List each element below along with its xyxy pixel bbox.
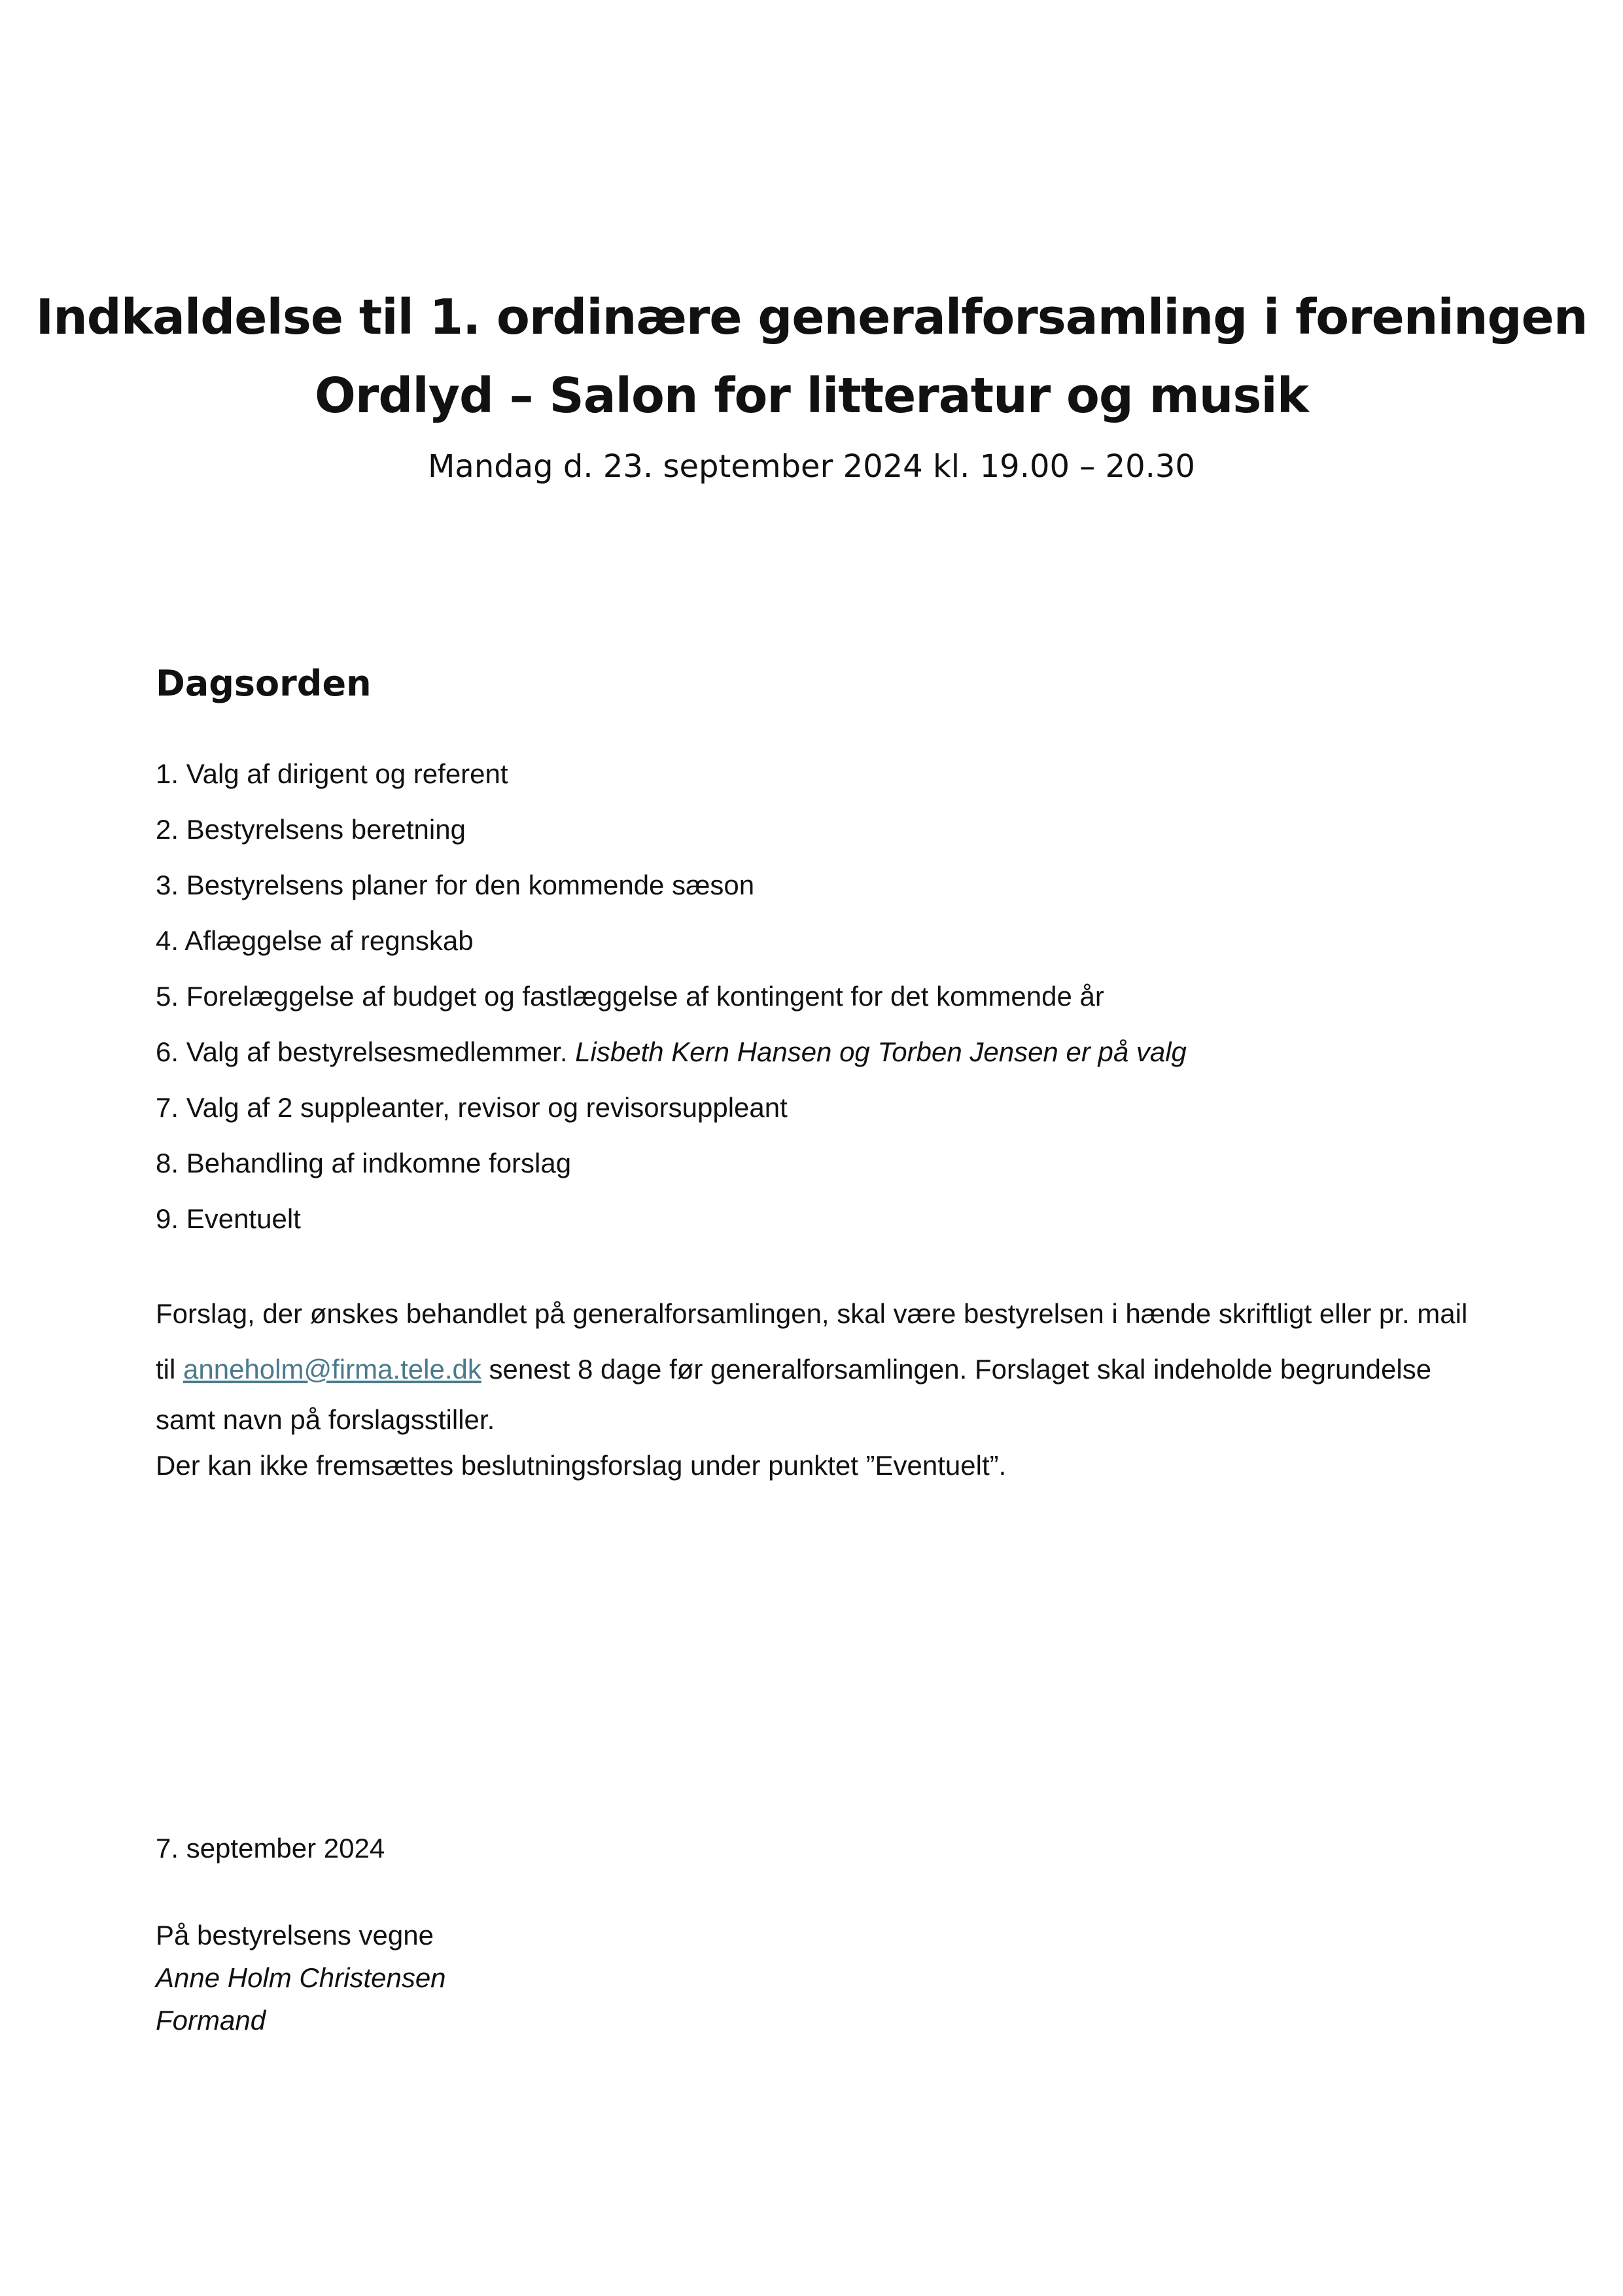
- title-line-2: Ordlyd – Salon for litteratur og musik: [314, 368, 1309, 424]
- agenda-heading: Dagsorden: [156, 663, 372, 704]
- agenda-item-text: 5. Forelæggelse af budget og fastlæggelse af kontingent for det kommende år: [156, 981, 1104, 1012]
- paragraph-line: samt navn på forslagsstiller.: [156, 1404, 495, 1435]
- agenda-item: [156, 913, 1187, 968]
- signatory-name: Anne Holm Christensen: [156, 1962, 446, 1993]
- meeting-date-subtitle: Mandag d. 23. september 2024 kl. 19.00 – 20.30: [428, 448, 1195, 485]
- document-date: 7. september 2024: [156, 1833, 385, 1863]
- agenda-item: [156, 1024, 1187, 1080]
- agenda-list: [156, 746, 1187, 1246]
- signatory-role: Formand: [156, 2005, 266, 2036]
- paragraph-text: senest 8 dage før generalforsamlingen. Forslaget skal indeholde begrundelse: [481, 1354, 1432, 1385]
- agenda-item-text: 6. Valg af bestyrelsesmedlemmer.: [156, 1036, 576, 1067]
- title-block: [0, 278, 1623, 487]
- agenda-item-text: 4. Aflæggelse af regnskab: [156, 925, 474, 956]
- agenda-item: [156, 1080, 1187, 1135]
- email-link[interactable]: anneholm@firma.tele.dk: [183, 1354, 481, 1385]
- agenda-item-text: 1. Valg af dirigent og referent: [156, 758, 508, 789]
- agenda-item-text: 3. Bestyrelsens planer for den kommende sæson: [156, 870, 755, 900]
- agenda-item: [156, 746, 1187, 802]
- agenda-item-text: 9. Eventuelt: [156, 1203, 301, 1234]
- agenda-item-italic-note: Lisbeth Kern Hansen og Torben Jensen er på valg: [575, 1036, 1187, 1067]
- signature-block: [156, 1914, 446, 2041]
- agenda-item-text: 7. Valg af 2 suppleanter, revisor og revisorsuppleant: [156, 1092, 788, 1123]
- agenda-item-text: 8. Behandling af indkomne forslag: [156, 1148, 572, 1178]
- paragraph-line: Der kan ikke fremsættes beslutningsforslag under punktet ”Eventuelt”.: [156, 1450, 1007, 1481]
- title-line-1: Indkaldelse til 1. ordinære generalforsamling i foreningen: [35, 289, 1588, 345]
- paragraph-line: [156, 1341, 1497, 1397]
- agenda-item-text: 2. Bestyrelsens beretning: [156, 814, 466, 845]
- on-behalf-text: På bestyrelsens vegne: [156, 1920, 434, 1951]
- agenda-item: [156, 857, 1187, 913]
- agenda-item: [156, 968, 1187, 1024]
- agenda-item: [156, 1191, 1187, 1246]
- agenda-item: [156, 802, 1187, 857]
- proposal-paragraph: [156, 1286, 1497, 1489]
- agenda-item: [156, 1135, 1187, 1191]
- paragraph-line: Forslag, der ønskes behandlet på generalforsamlingen, skal være bestyrelsen i hænde skriftligt eller pr. mail: [156, 1298, 1468, 1329]
- paragraph-text: til: [156, 1354, 183, 1385]
